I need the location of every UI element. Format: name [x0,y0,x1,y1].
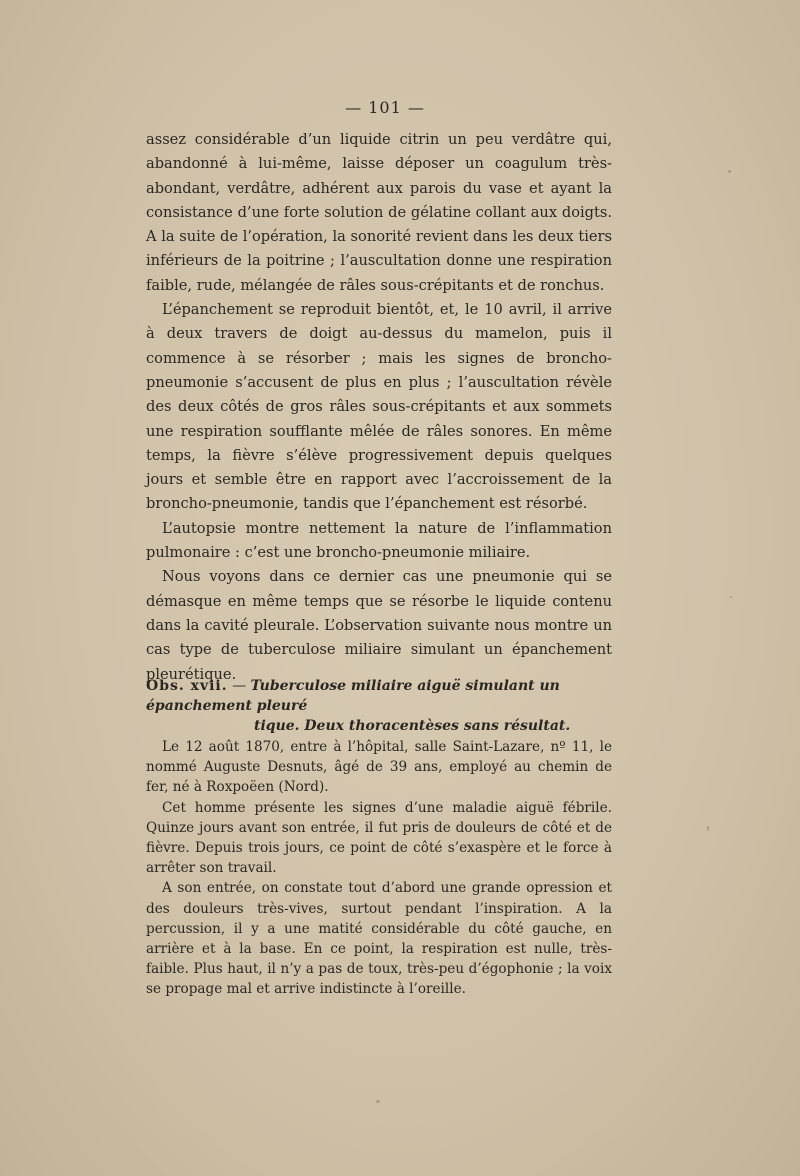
paragraph: L’épanchement se reproduit bientôt, et, le 10 avril, il arrive à deux travers de doigt au-dessus du mamelon, puis il commence à se résorber ; mais les signes de broncho-pneumonie s’accusent de plus en plus ; l’auscultation révèle des deux côtés de gros râles sous-crépitants et aux sommets une respiration soufflante mêlée de râles sonores. En même temps, la fièvre s’élève progressivement depuis quelques jours et semble être en rapport avec l’accroissement de la broncho-pneumonie, tandis que l’épanchement est résorbé. [146,301,612,513]
observation-title-line1: Tuberculose miliaire aiguë simulant un épanchement pleuré [146,678,560,714]
paragraph: Nous voyons dans ce dernier cas une pneumonie qui se démasque en même temps que se résorbe le liquide contenu dans la cavité pleurale. L’observation suivante nous montre un cas type de tuberculose miliaire simulant un épanchement pleurétique. [146,568,612,683]
observation-label: Obs. xvii. [146,678,228,694]
main-text [146,128,612,687]
paper-speck [728,170,731,173]
case-paragraph: Cet homme présente les signes d’une maladie aiguë fébrile. Quinze jours avant son entrée, il fut pris de douleurs de côté et de fièvre. Depuis trois jours, ce point de côté s’exaspère et le force à arrêter son travail. [146,799,612,877]
page-number: — 101 — [345,98,425,117]
case-text [146,737,612,1000]
paper-speck [376,1100,380,1103]
observation-title-line2: tique. Deux thoracentèses sans résultat. [254,718,571,734]
observation-dash: — [232,678,247,694]
paper-speck [707,826,709,831]
observation-heading [146,676,612,736]
case-paragraph: A son entrée, on constate tout d’abord une grande opression et des douleurs très-vives, surtout pendant l’inspiration. A la percussion, il y a une matité considérable du côté gauche, en arrière et à la base. En ce point, la respiration est nulle, très-faible. Plus haut, il n’y a pas de toux, très-peu d’égophonie ; la voix se propage mal et arrive indistincte à l’oreille. [146,880,612,998]
paper-speck [730,596,732,598]
case-paragraph: Le 12 août 1870, entre à l’hôpital, salle Saint-Lazare, nº 11, le nommé Auguste Desnuts, âgé de 39 ans, employé au chemin de fer, né à Roxpoëen (Nord). [146,739,612,796]
paragraph: assez considérable d’un liquide citrin un peu verdâtre qui, abandonné à lui-même, laisse déposer un coagulum très-abondant, verdâtre, adhérent aux parois du vase et ayant la consistance d’une forte solution de gélatine collant aux doigts. A la suite de l’opération, la sonorité revient dans les deux tiers inférieurs de la poitrine ; l’auscultation donne une respiration faible, rude, mélangée de râles sous-crépitants et de ronchus. [146,131,612,294]
paragraph: L’autopsie montre nettement la nature de l’inflammation pulmonaire : c’est une broncho-pneumonie miliaire. [146,519,612,562]
